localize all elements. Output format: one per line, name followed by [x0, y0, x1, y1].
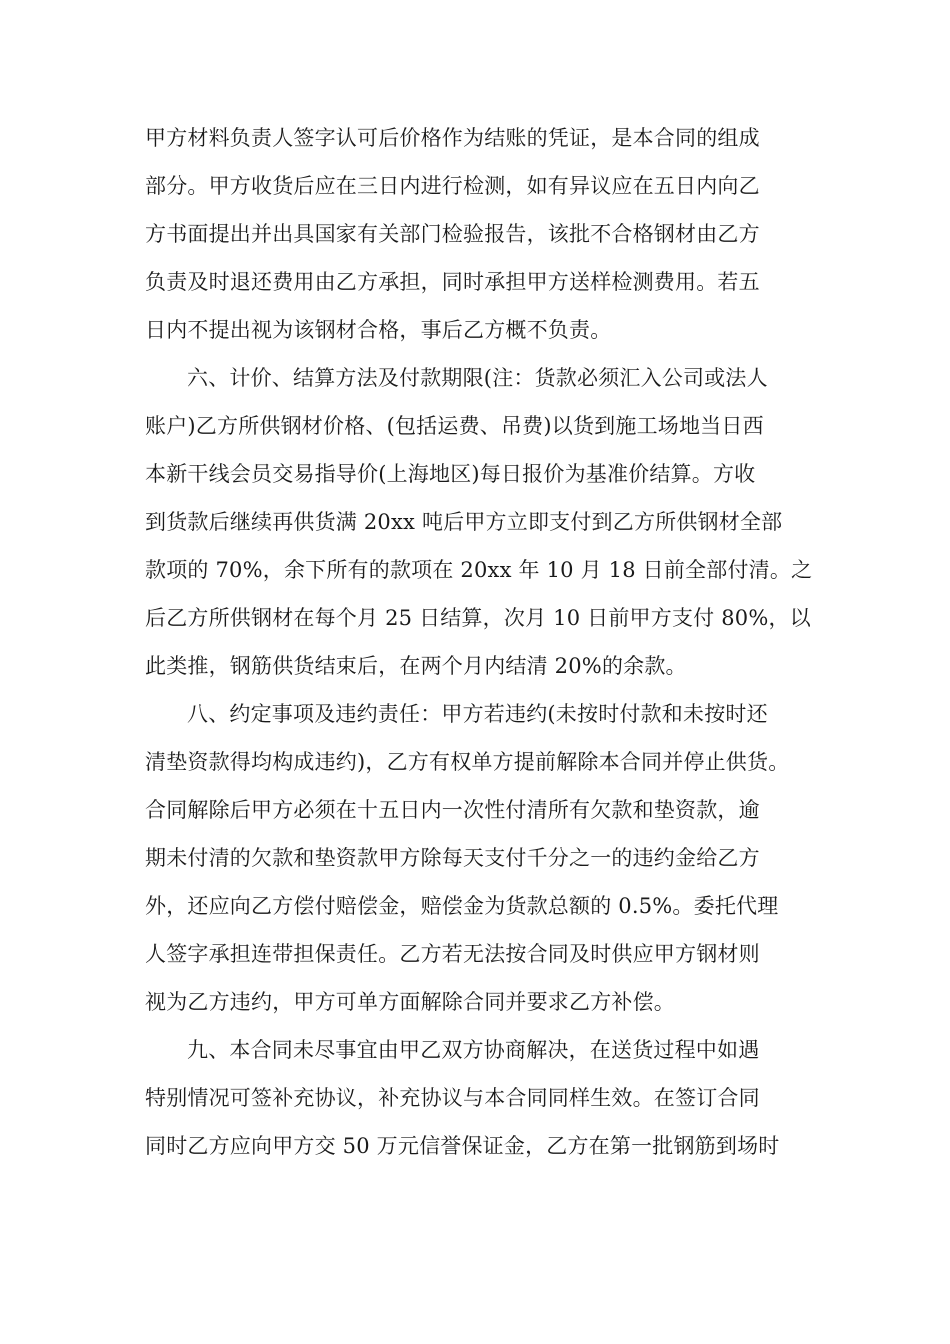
text-line: 部分。甲方收货后应在三日内进行检测，如有异议应在五日内向乙 — [145, 174, 760, 198]
text-line: 特别情况可签补充协议，补充协议与本合同同样生效。在签订合同 — [145, 1086, 760, 1110]
text-line: 负责及时退还费用由乙方承担，同时承担甲方送样检测费用。若五 — [145, 270, 760, 294]
text-line: 期未付清的欠款和垫资款甲方除每天支付千分之一的违约金给乙方 — [145, 846, 760, 870]
text-line: 同时乙方应向甲方交 50 万元信誉保证金，乙方在第一批钢筋到场时 — [145, 1134, 780, 1158]
text-line: 清垫资款得均构成违约)，乙方有权单方提前解除本合同并停止供货。 — [145, 750, 790, 774]
text-line: 方书面提出并出具国家有关部门检验报告，该批不合格钢材由乙方 — [145, 222, 760, 246]
text-line: 到货款后继续再供货满 20xx 吨后甲方立即支付到乙方所供钢材全部 — [145, 510, 783, 534]
text-line: 六、计价、结算方法及付款期限(注：货款必须汇入公司或法人 — [187, 366, 768, 390]
text-line: 后乙方所供钢材在每个月 25 日结算，次月 10 日前甲方支付 80%，以 — [145, 606, 811, 630]
text-line: 视为乙方违约，甲方可单方面解除合同并要求乙方补偿。 — [145, 990, 675, 1014]
text-line: 外，还应向乙方偿付赔偿金，赔偿金为货款总额的 0.5%。委托代理 — [145, 894, 779, 918]
text-line: 款项的 70%，余下所有的款项在 20xx 年 10 月 18 日前全部付清。之 — [145, 558, 813, 582]
text-line: 人签字承担连带担保责任。乙方若无法按合同及时供应甲方钢材则 — [145, 942, 760, 966]
text-line: 此类推，钢筋供货结束后，在两个月内结清 20%的余款。 — [145, 654, 687, 678]
document-body — [145, 114, 825, 1170]
text-line: 本新干线会员交易指导价(上海地区)每日报价为基准价结算。方收 — [145, 462, 756, 486]
text-line: 账户)乙方所供钢材价格、(包括运费、吊费)以货到施工场地当日西 — [145, 414, 764, 438]
text-line: 八、约定事项及违约责任：甲方若违约(未按时付款和未按时还 — [187, 702, 768, 726]
text-line: 合同解除后甲方必须在十五日内一次性付清所有欠款和垫资款，逾 — [145, 798, 760, 822]
text-line: 日内不提出视为该钢材合格，事后乙方概不负责。 — [145, 318, 612, 342]
text-line: 九、本合同未尽事宜由甲乙双方协商解决，在送货过程中如遇 — [187, 1038, 760, 1062]
text-line: 甲方材料负责人签字认可后价格作为结账的凭证，是本合同的组成 — [145, 126, 760, 150]
